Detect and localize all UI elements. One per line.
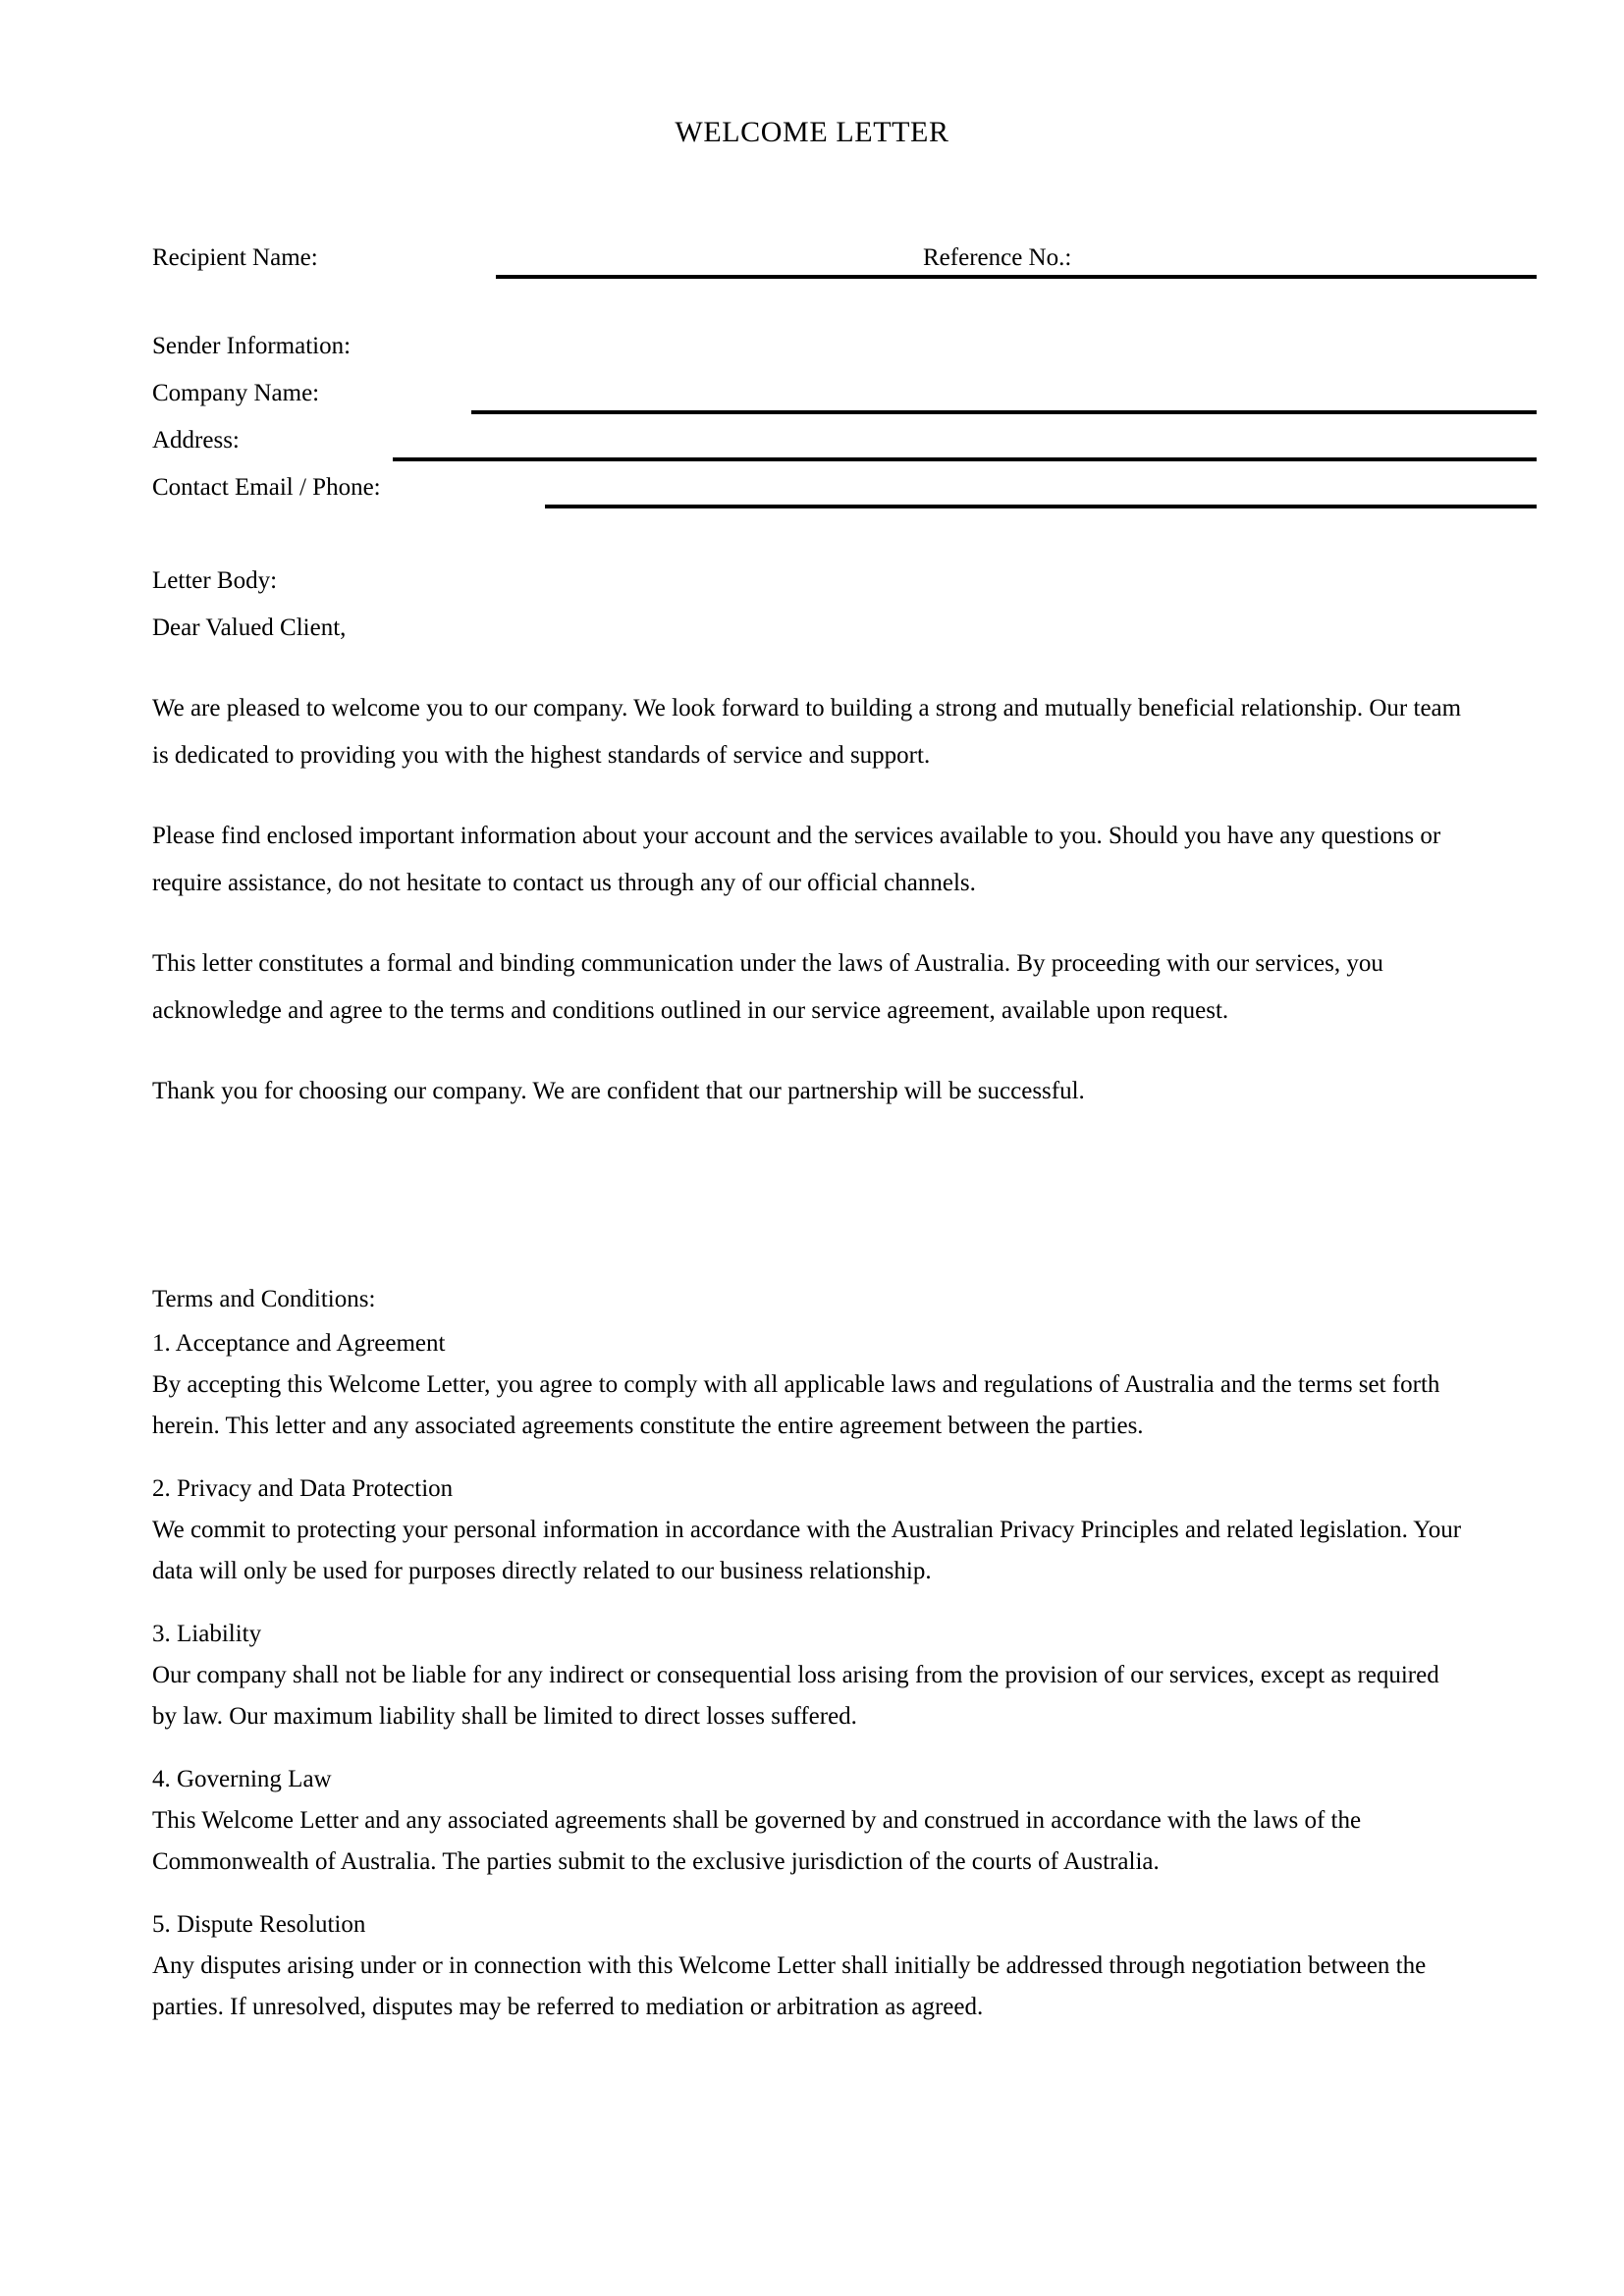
letter-body-section: [152, 558, 1468, 1115]
terms-item-body-5: Any disputes arising under or in connection with this Welcome Letter shall initially be addressed through negotiation between the parties. If unresolved, disputes may be referred to mediation or arbitration as agreed.: [152, 1952, 1427, 2020]
letter-spacer-2: [152, 779, 1468, 813]
terms-item-title-2: 2. Privacy and Data Protection: [152, 1475, 454, 1502]
contact-row: [152, 473, 1527, 516]
letter-spacer-1: [152, 652, 1468, 685]
letter-paragraph-4: Thank you for choosing our company. We are confident that our partnership will be successful.: [152, 1078, 1085, 1104]
letter-paragraph-3: This letter constitutes a formal and binding communication under the laws of Australia. By proceeding with our services, you acknowledge and agree to the terms and conditions outlined in our service agreement, available upon request.: [152, 950, 1383, 1024]
terms-and-conditions-heading: Terms and Conditions:: [152, 1286, 376, 1312]
reference-no-label: Reference No.:: [923, 244, 1072, 271]
page-title: WELCOME LETTER: [675, 116, 949, 148]
sender-information-heading-block: [152, 332, 1468, 361]
terms-item: [152, 1323, 1468, 1447]
letter-body-heading: Letter Body:: [152, 567, 278, 594]
terms-item: [152, 1614, 1468, 1737]
recipient-name-label: Recipient Name:: [152, 244, 318, 271]
letter-spacer-4: [152, 1035, 1468, 1068]
terms-item: [152, 1759, 1468, 1883]
terms-item-body-4: This Welcome Letter and any associated agreements shall be governed by and construed in accordance with the laws of the Commonwealth of Australia. The parties submit to the exclusive jurisdiction of the courts of Australia.: [152, 1807, 1362, 1875]
recipient-row: [152, 243, 1527, 287]
terms-item-body-1: By accepting this Welcome Letter, you agree to comply with all applicable laws and regulations of Australia and the terms set forth herein. This letter and any associated agreements constitute the entire agreement between the parties.: [152, 1371, 1440, 1439]
letter-paragraph-1: We are pleased to welcome you to our company. We look forward to building a strong and mutually beneficial relationship. Our team is dedicated to providing you with the highest standards of service and support.: [152, 695, 1462, 769]
letter-paragraph-2: Please find enclosed important information about your account and the services available to you. Should you have any questions or require assistance, do not hesitate to contact us through any of our official channels.: [152, 823, 1441, 896]
company-name-label: Company Name:: [152, 380, 320, 406]
letter-salutation: Dear Valued Client,: [152, 614, 347, 641]
terms-item-title-5: 5. Dispute Resolution: [152, 1911, 366, 1938]
terms-item-body-3: Our company shall not be liable for any indirect or consequential loss arising from the provision of our services, except as required by law. Our maximum liability shall be limited to direct losses suffered.: [152, 1662, 1439, 1730]
terms-item: [152, 1904, 1468, 2028]
terms-item-title-3: 3. Liability: [152, 1621, 262, 1647]
terms-and-conditions-section: [152, 1276, 1468, 2050]
recipient-name-input-rule[interactable]: [496, 275, 1537, 279]
terms-item-title-1: 1. Acceptance and Agreement: [152, 1330, 446, 1357]
contact-email-phone-input-rule[interactable]: [545, 505, 1537, 508]
terms-item-body-2: We commit to protecting your personal information in accordance with the Australian Privacy Principles and related legislation. Your data will only be used for purposes directly related to our business relationship.: [152, 1517, 1462, 1584]
company-name-row: [152, 379, 1527, 422]
address-label: Address:: [152, 427, 240, 454]
letter-spacer-3: [152, 907, 1468, 940]
address-row: [152, 426, 1527, 469]
terms-item-title-4: 4. Governing Law: [152, 1766, 332, 1792]
sender-information-heading: Sender Information:: [152, 333, 352, 359]
terms-item: [152, 1468, 1468, 1592]
contact-email-phone-label: Contact Email / Phone:: [152, 474, 381, 501]
address-input-rule[interactable]: [393, 457, 1537, 461]
company-name-input-rule[interactable]: [471, 410, 1537, 414]
